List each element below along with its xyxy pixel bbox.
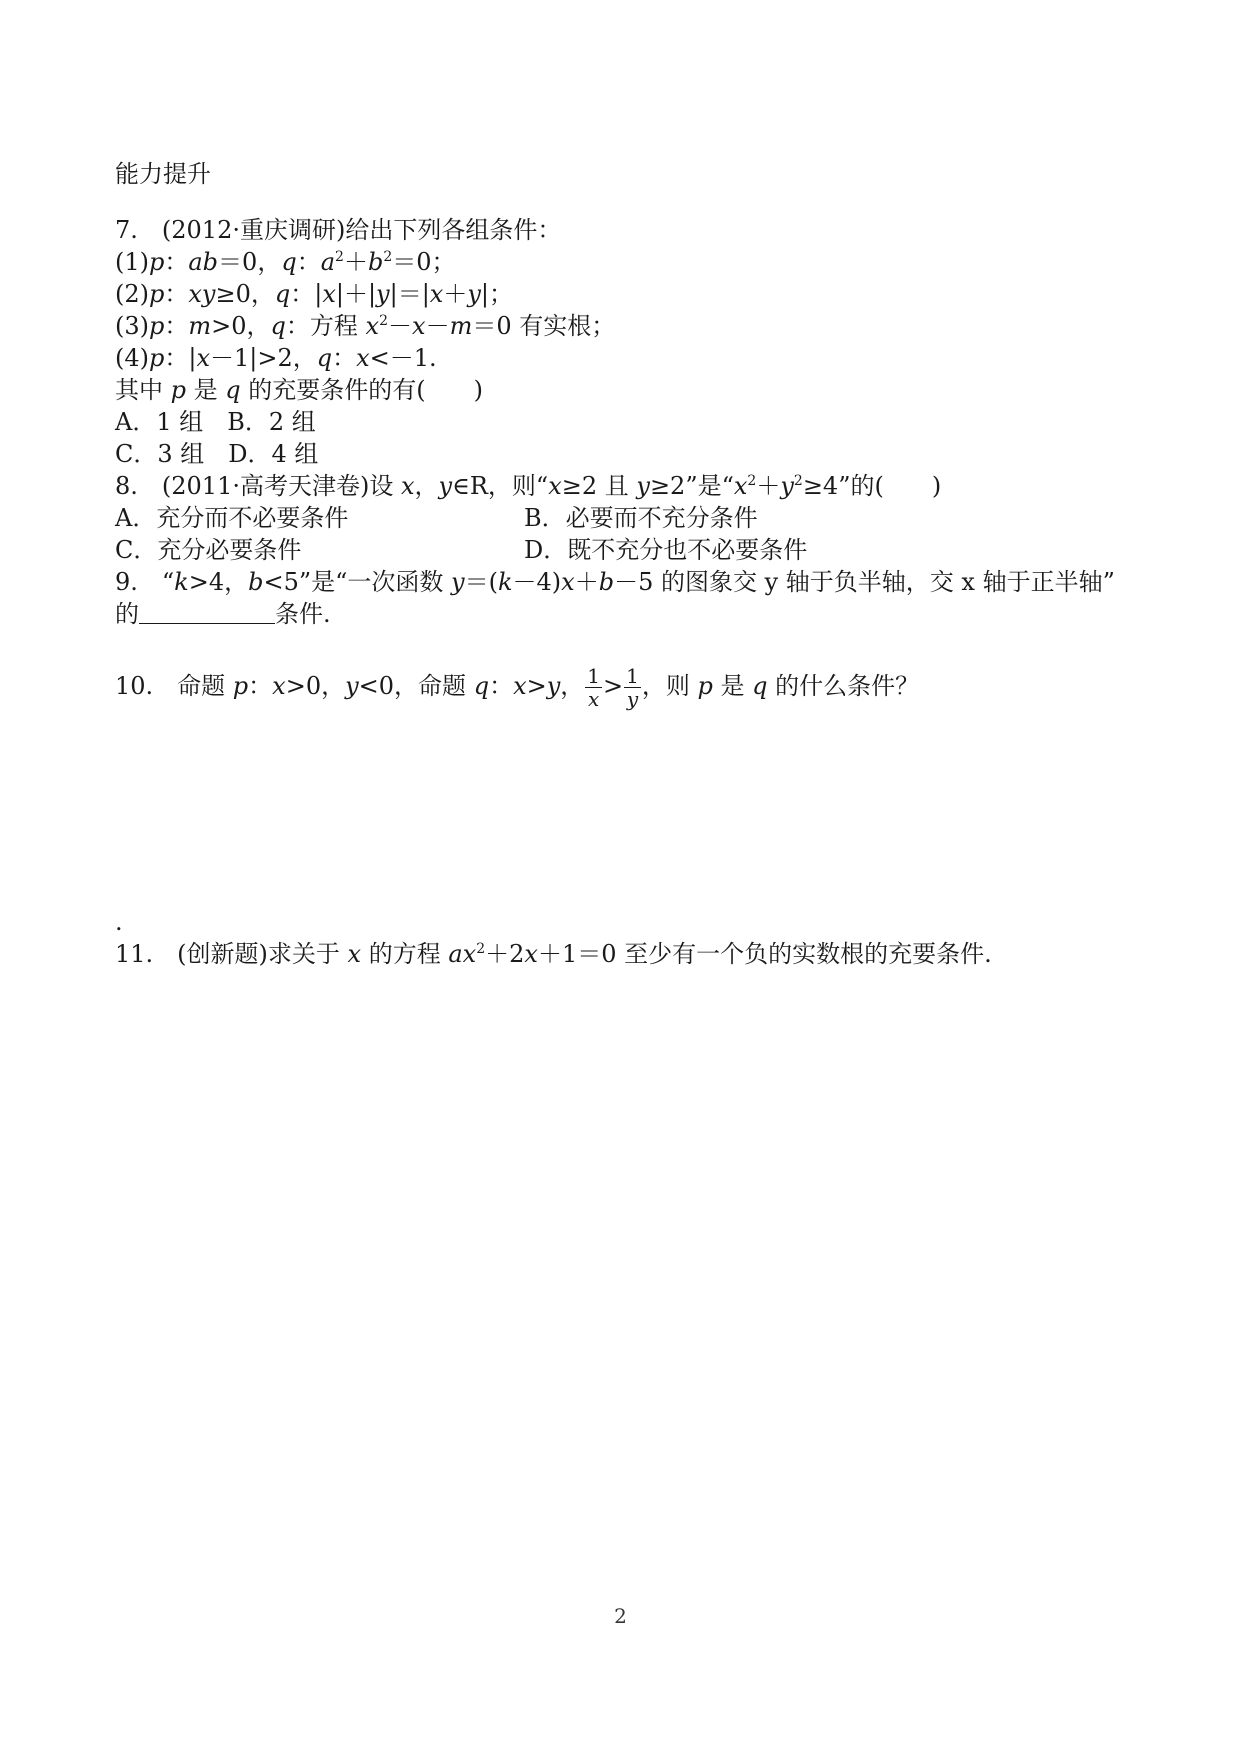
section-title: 能力提升 (115, 160, 211, 188)
answer-blank (139, 601, 275, 624)
q9-continuation: 的 条件. (115, 600, 331, 628)
q8-option-d: D．既不充分也不必要条件 (524, 536, 808, 564)
q11-stem: 11. (创新题)求关于 x 的方程 $ax^2+2x+1=0$ 至少有一个负的实数根的充要条件. (115, 940, 992, 968)
q7-intro: 7. (2012·重庆调研)给出下列各组条件： (115, 216, 562, 244)
q7-condition-3: (3)p：m>0，q：方程 $x^2-x-m=0$ 有实根； (115, 312, 616, 340)
q9-stem: 9. “k>4，b<5”是“一次函数 y＝(k－4)x＋b－5 的图象交 y 轴于负半轴，交 x 轴于正半轴” (115, 568, 1115, 596)
stray-dot: . (115, 908, 123, 936)
q8-option-b: B．必要而不充分条件 (524, 504, 758, 532)
q7-condition-2: (2)p：xy≥0，q：|x|＋|y|＝|x＋y|； (115, 280, 513, 308)
fraction-one-over-y: $\frac{1}{y}$ (626, 664, 639, 711)
q7-options-row-1: A．1 组 B．2 组 (115, 408, 316, 436)
page-number: 2 (614, 1604, 627, 1628)
q10-stem: 10. 命题 p：x>0，y<0，命题 q：x>y， $\frac{1}{x}$ > $\frac{1}{y}$ ，则 p 是 q 的什么条件？ (115, 664, 920, 711)
q7-condition-1: (1)p：ab＝0，q：$a^2+b^2=0$； (115, 248, 456, 276)
q8-option-a: A．充分而不必要条件 (115, 504, 349, 532)
q8-option-c: C．充分必要条件 (115, 536, 302, 564)
q8-stem: 8. (2011·高考天津卷)设 x，y∈R，则“x≥2 且 y≥2”是“$x^2+y^2\ge 4$”的( ) (115, 472, 942, 500)
q7-question: 其中 p 是 q 的充要条件的有( ) (115, 376, 484, 404)
fraction-one-over-x: $\frac{1}{x}$ (587, 664, 601, 711)
q7-condition-4: (4)p：|x－1|>2，q：x<－1. (115, 344, 437, 372)
q7-options-row-2: C．3 组 D．4 组 (115, 440, 319, 468)
